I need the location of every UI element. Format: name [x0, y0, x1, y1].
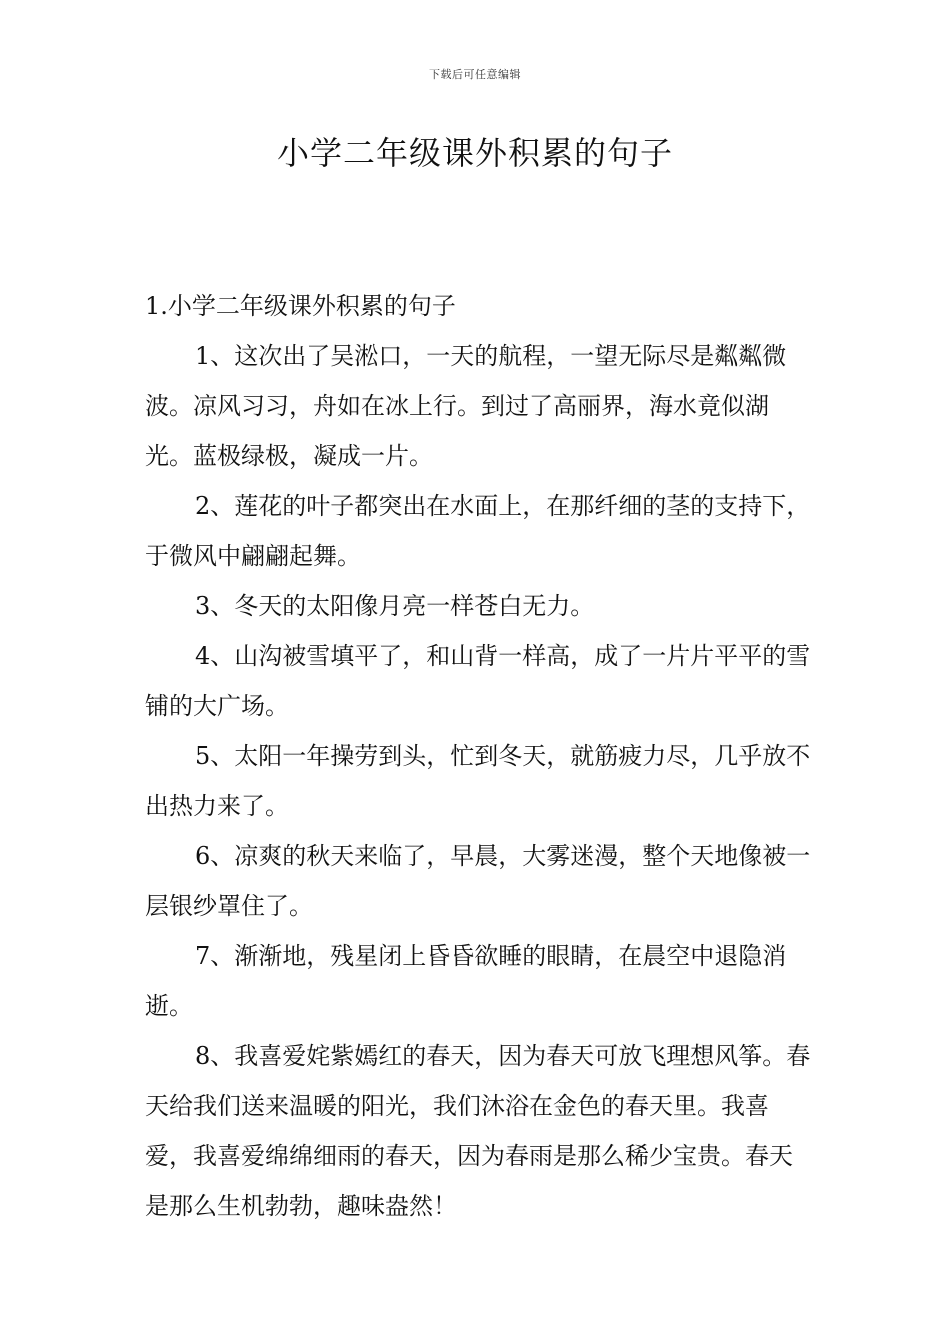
- paragraph-1: 1、这次出了吴淞口，一天的航程，一望无际尽是粼粼微波。凉风习习，舟如在冰上行。到过了高丽界，海水竟似湖光。蓝极绿极，凝成一片。: [145, 342, 787, 470]
- paragraph-2: 2、莲花的叶子都突出在水面上，在那纤细的茎的支持下，于微风中翩翩起舞。: [145, 492, 811, 570]
- document-title: 小学二年级课外积累的句子: [276, 134, 673, 172]
- paragraph-4: 4、山沟被雪填平了，和山背一样高，成了一片片平平的雪铺的大广场。: [145, 642, 811, 720]
- paragraph-7: 7、渐渐地，残星闭上昏昏欲睡的眼睛，在晨空中退隐消逝。: [145, 942, 787, 1020]
- paragraph-5: 5、太阳一年操劳到头，忙到冬天，就筋疲力尽，几乎放不出热力来了。: [145, 742, 811, 820]
- section-heading: 1.小学二年级课外积累的句子: [145, 292, 456, 320]
- document-body: [145, 281, 813, 1231]
- paragraph-8: 8、我喜爱姹紫嫣红的春天，因为春天可放飞理想风筝。春天给我们送来温暖的阳光，我们沐浴在金色的春天里。我喜爱，我喜爱绵绵细雨的春天，因为春雨是那么稀少宝贵。春天是那么生机勃勃，趣味盎然！: [145, 1042, 811, 1220]
- header-note: 下载后可任意编辑: [429, 68, 521, 81]
- paragraph-6: 6、凉爽的秋天来临了，早晨，大雾迷漫，整个天地像被一层银纱罩住了。: [145, 842, 811, 920]
- paragraph-3: 3、冬天的太阳像月亮一样苍白无力。: [195, 592, 595, 620]
